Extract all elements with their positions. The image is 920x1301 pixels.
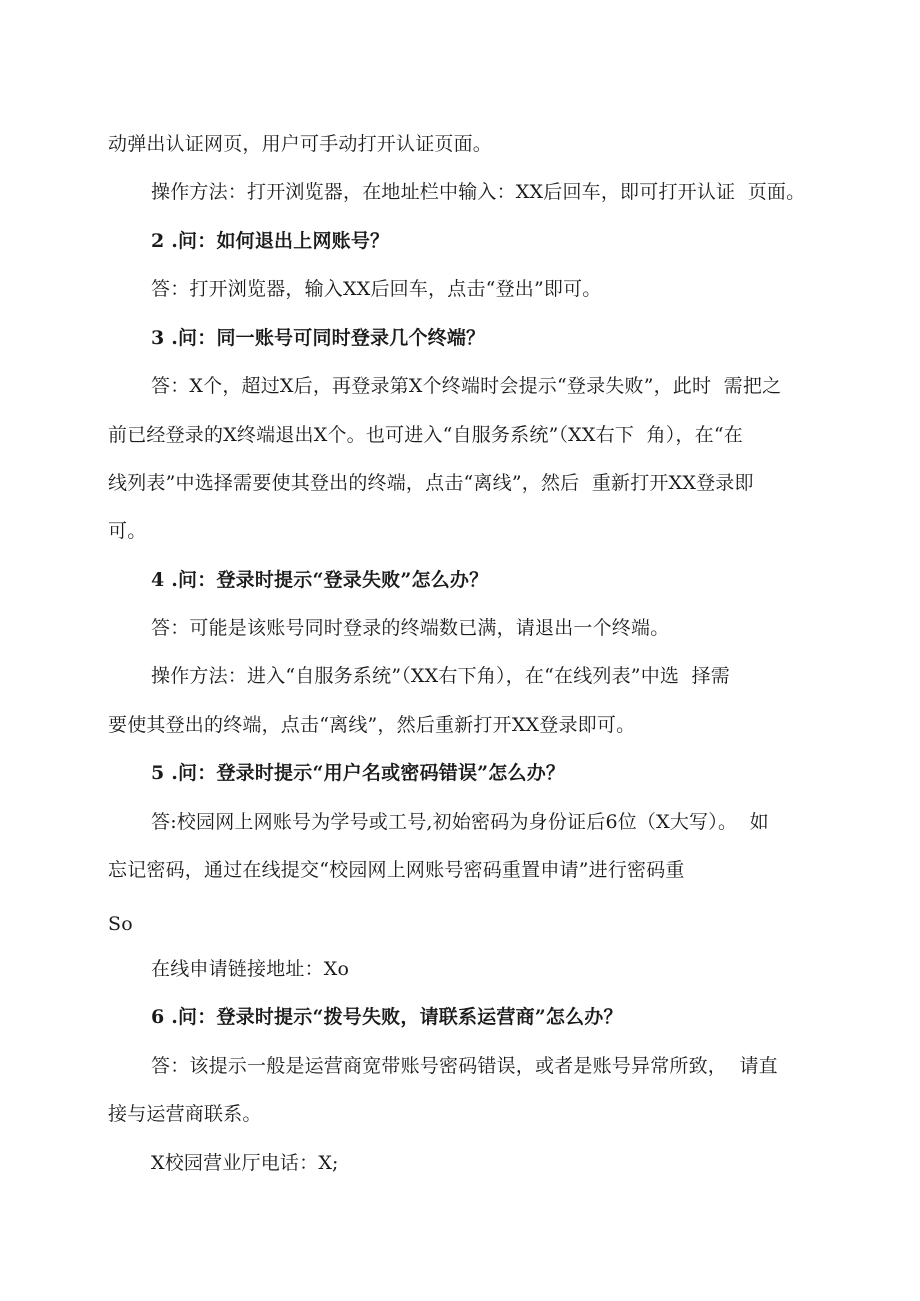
answer-line: 答：打开浏览器，输入XX后回车，点击“登出”即可。 [151,278,602,300]
answer-line: 可。 [108,520,147,542]
answer-line: 答：X个，超过X后，再登录第X个终端时会提示“登录失败”，此时 需把之 [151,375,782,397]
phone-line: X校园营业厅电话：X; [151,1152,339,1174]
question-heading-2: 2 .问：如何退出上网账号？ [151,230,390,252]
answer-line: 线列表”中选择需要使其登出的终端，点击“离线”，然后 重新打开XX登录即 [108,472,754,494]
question-heading-5: 5 .问：登录时提示“用户名或密码错误”怎么办？ [151,762,566,784]
question-heading-3: 3 .问：同一账号可同时登录几个终端？ [151,327,486,349]
paragraph-line: 动弹出认证网页，用户可手动打开认证页面。 [108,133,493,155]
answer-line: 答:校园网上网账号为学号或工号,初始密码为身份证后6位（X大写）。 如 [151,811,769,833]
answer-line: So [108,913,133,935]
answer-line: 忘记密码，通过在线提交“校园网上网账号密码重置申请”进行密码重 [108,859,685,881]
answer-line: 前已经登录的X终端退出X个。也可进入“自服务系统”（XX右下 角），在“在 [108,424,743,446]
answer-line: 操作方法：进入“自服务系统”（XX右下角），在“在线列表”中选 择需 [151,665,730,687]
link-address-line: 在线申请链接地址：Xo [151,958,350,980]
paragraph-line: 操作方法：打开浏览器，在地址栏中输入：XX后回车，即可打开认证 页面。 [151,181,806,203]
answer-line: 接与运营商联系。 [108,1103,262,1125]
question-heading-4: 4 .问：登录时提示“登录失败”怎么办？ [151,569,489,591]
answer-line: 答：可能是该账号同时登录的终端数已满，请退出一个终端。 [151,617,670,639]
question-heading-6: 6 .问：登录时提示“拨号失败，请联系运营商”怎么办？ [151,1006,623,1028]
answer-line: 要使其登出的终端，点击“离线”，然后重新打开XX登录即可。 [108,714,636,736]
answer-line: 答：该提示一般是运营商宽带账号密码错误，或者是账号异常所致， 请直 [151,1055,778,1077]
